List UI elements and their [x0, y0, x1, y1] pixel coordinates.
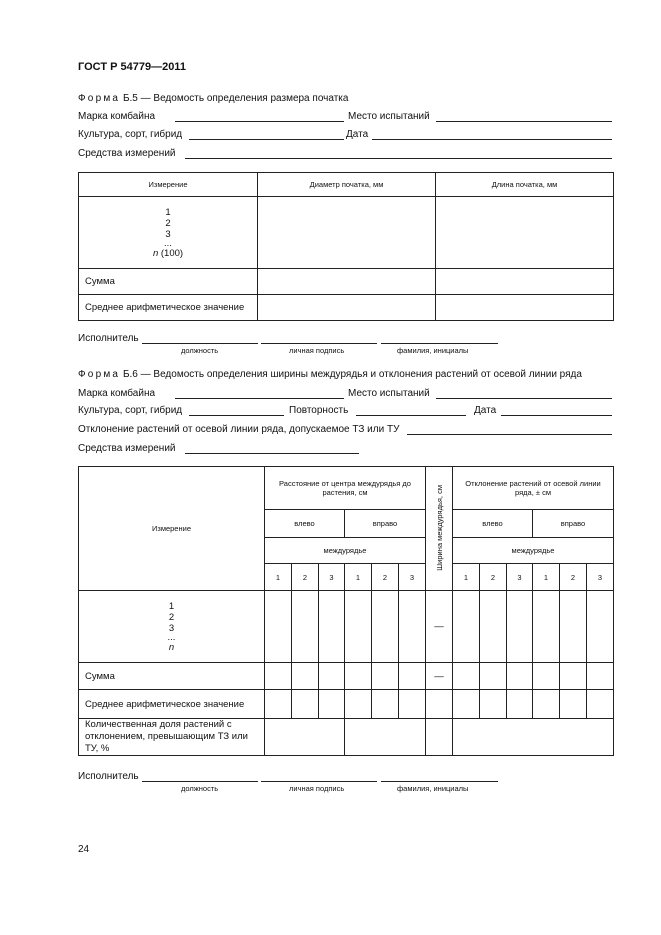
sub-number: 3 — [587, 564, 614, 591]
row-ellipsis: ... — [164, 237, 172, 249]
row-number: 3 — [168, 622, 175, 634]
date-label: Дата — [346, 129, 369, 140]
row-number-last: n — [168, 641, 175, 653]
sub-number: 2 — [480, 564, 507, 591]
data-cell[interactable] — [587, 591, 614, 663]
form-b6-title — [78, 369, 582, 380]
diameter-mean-cell[interactable] — [258, 295, 436, 321]
rows-list-cell — [79, 197, 258, 269]
data-cell[interactable] — [533, 591, 560, 663]
data-cell[interactable] — [372, 690, 399, 719]
deviation-left: влево — [453, 510, 533, 538]
combine-label: Марка комбайна — [78, 111, 156, 122]
data-cell[interactable] — [560, 690, 587, 719]
executor-label: Исполнитель — [78, 333, 139, 344]
place-label: Место испытаний — [348, 111, 430, 122]
sub-number: 1 — [533, 564, 560, 591]
row-number: 2 — [165, 217, 171, 229]
combine-label: Марка комбайна — [78, 388, 156, 399]
signature-caption: личная подпись — [289, 346, 345, 355]
position-caption: должность — [181, 346, 219, 355]
data-cell[interactable] — [292, 591, 319, 663]
data-cell[interactable] — [533, 690, 560, 719]
col-length: Длина початка, мм — [436, 173, 614, 197]
data-cell[interactable] — [480, 591, 507, 663]
interrow-table — [78, 466, 614, 756]
date-label: Дата — [474, 405, 497, 416]
data-cell[interactable] — [426, 690, 453, 719]
repeat-label: Повторность — [289, 405, 349, 416]
width-dash: — — [426, 591, 453, 663]
deviation-field[interactable] — [407, 434, 612, 435]
executor-signature-field[interactable] — [261, 343, 377, 344]
rows-list — [79, 207, 257, 259]
culture-label: Культура, сорт, гибрид — [78, 405, 183, 416]
share-right-cell[interactable] — [345, 719, 426, 756]
diameter-input-cell[interactable] — [258, 197, 436, 269]
page-number: 24 — [78, 844, 90, 855]
row-number-last: n (100) — [152, 247, 184, 259]
means-field[interactable] — [185, 453, 359, 454]
rows-list — [79, 601, 264, 653]
sub-number: 2 — [372, 564, 399, 591]
form-b5-title — [78, 93, 348, 104]
data-cell[interactable] — [319, 591, 345, 663]
data-cell[interactable] — [345, 663, 372, 690]
length-mean-cell[interactable] — [436, 295, 614, 321]
distance-interrow: междурядье — [265, 538, 426, 564]
data-cell[interactable] — [399, 663, 426, 690]
length-input-cell[interactable] — [436, 197, 614, 269]
name-caption: фамилия, инициалы — [397, 784, 469, 793]
col-deviation: Отклонение растений от осевой линии ряда, ± см — [453, 467, 614, 510]
place-field[interactable] — [436, 398, 612, 399]
sum-label: Сумма — [79, 269, 258, 295]
place-label: Место испытаний — [348, 388, 430, 399]
data-cell[interactable] — [399, 591, 426, 663]
data-cell[interactable] — [533, 663, 560, 690]
data-cell[interactable] — [399, 690, 426, 719]
sub-number: 3 — [507, 564, 533, 591]
sub-number: 3 — [399, 564, 426, 591]
name-caption: фамилия, инициалы — [397, 346, 469, 355]
share-deviation-cell[interactable] — [453, 719, 614, 756]
size-table — [78, 172, 614, 321]
data-cell[interactable] — [480, 663, 507, 690]
data-cell[interactable] — [507, 591, 533, 663]
document-number: ГОСТ Р 54779—2011 — [78, 61, 186, 73]
sub-number: 1 — [265, 564, 292, 591]
culture-label: Культура, сорт, гибрид — [78, 129, 183, 140]
data-cell[interactable] — [292, 690, 319, 719]
sub-number: 3 — [319, 564, 345, 591]
data-cell[interactable] — [480, 690, 507, 719]
date-field[interactable] — [501, 415, 612, 416]
combine-field[interactable] — [175, 398, 344, 399]
data-cell[interactable] — [372, 663, 399, 690]
data-cell[interactable] — [345, 690, 372, 719]
rows-list-cell — [79, 591, 265, 663]
sub-number: 2 — [560, 564, 587, 591]
data-cell[interactable] — [507, 663, 533, 690]
executor-position-field[interactable] — [142, 343, 258, 344]
row-ellipsis: ... — [167, 631, 176, 643]
deviation-interrow: междурядье — [453, 538, 614, 564]
col-width-cell — [426, 467, 453, 591]
col-distance: Расстояние от центра междурядья до растения, см — [265, 467, 426, 510]
culture-field[interactable] — [189, 139, 344, 140]
share-label: Количественная доля растений с отклонением, превышающим ТЗ или ТУ, % — [79, 719, 265, 756]
data-cell[interactable] — [372, 591, 399, 663]
sub-number: 1 — [345, 564, 372, 591]
deviation-label: Отклонение растений от осевой линии ряда, допускаемое ТЗ или ТУ — [78, 424, 400, 435]
executor-name-field[interactable] — [381, 781, 498, 782]
sum-label: Сумма — [79, 663, 265, 690]
executor-signature-field[interactable] — [261, 781, 377, 782]
sub-number: 2 — [292, 564, 319, 591]
means-field[interactable] — [185, 158, 612, 159]
data-cell[interactable] — [453, 690, 480, 719]
distance-right: вправо — [345, 510, 426, 538]
width-dash: — — [426, 663, 453, 690]
form-b5-title-text: Б.5 — Ведомость определения размера початка — [122, 93, 349, 104]
row-number: 1 — [165, 206, 171, 218]
mean-label: Среднее арифметическое значение — [79, 690, 265, 719]
repeat-field[interactable] — [356, 415, 466, 416]
col-measurement: Измерение — [79, 467, 265, 591]
length-sum-cell[interactable] — [436, 269, 614, 295]
distance-left: влево — [265, 510, 345, 538]
culture-field[interactable] — [189, 415, 284, 416]
form-word: Форма — [78, 369, 121, 380]
data-cell[interactable] — [560, 591, 587, 663]
place-field[interactable] — [436, 121, 612, 122]
data-cell[interactable] — [560, 663, 587, 690]
data-cell[interactable] — [292, 663, 319, 690]
row-number: 3 — [165, 228, 171, 240]
data-cell[interactable] — [319, 690, 345, 719]
date-field[interactable] — [372, 139, 612, 140]
position-caption: должность — [181, 784, 219, 793]
executor-position-field[interactable] — [142, 781, 258, 782]
data-cell[interactable] — [345, 591, 372, 663]
executor-label: Исполнитель — [78, 771, 139, 782]
row-number: 2 — [168, 611, 175, 623]
diameter-sum-cell[interactable] — [258, 269, 436, 295]
data-cell[interactable] — [265, 690, 292, 719]
row-number: 1 — [168, 600, 175, 612]
data-cell[interactable] — [507, 690, 533, 719]
combine-field[interactable] — [175, 121, 344, 122]
data-cell[interactable] — [265, 663, 292, 690]
deviation-right: вправо — [533, 510, 614, 538]
means-label: Средства измерений — [78, 443, 176, 454]
data-cell[interactable] — [587, 663, 614, 690]
executor-name-field[interactable] — [381, 343, 498, 344]
data-cell[interactable] — [453, 663, 480, 690]
data-cell[interactable] — [265, 591, 292, 663]
sub-number: 1 — [453, 564, 480, 591]
share-width-cell[interactable] — [426, 719, 453, 756]
col-diameter: Диаметр початка, мм — [258, 173, 436, 197]
means-label: Средства измерений — [78, 148, 176, 159]
col-measurement: Измерение — [79, 173, 258, 197]
form-b6-title-text: Б.6 — Ведомость определения ширины междурядья и отклонения растений от осевой линии ряда — [122, 369, 582, 380]
data-cell[interactable] — [453, 591, 480, 663]
data-cell[interactable] — [319, 663, 345, 690]
form-word: Форма — [78, 93, 121, 104]
col-width: Ширина междурядья, см — [434, 484, 444, 571]
mean-label: Среднее арифметическое значение — [79, 295, 258, 321]
data-cell[interactable] — [587, 690, 614, 719]
signature-caption: личная подпись — [289, 784, 345, 793]
share-left-cell[interactable] — [265, 719, 345, 756]
